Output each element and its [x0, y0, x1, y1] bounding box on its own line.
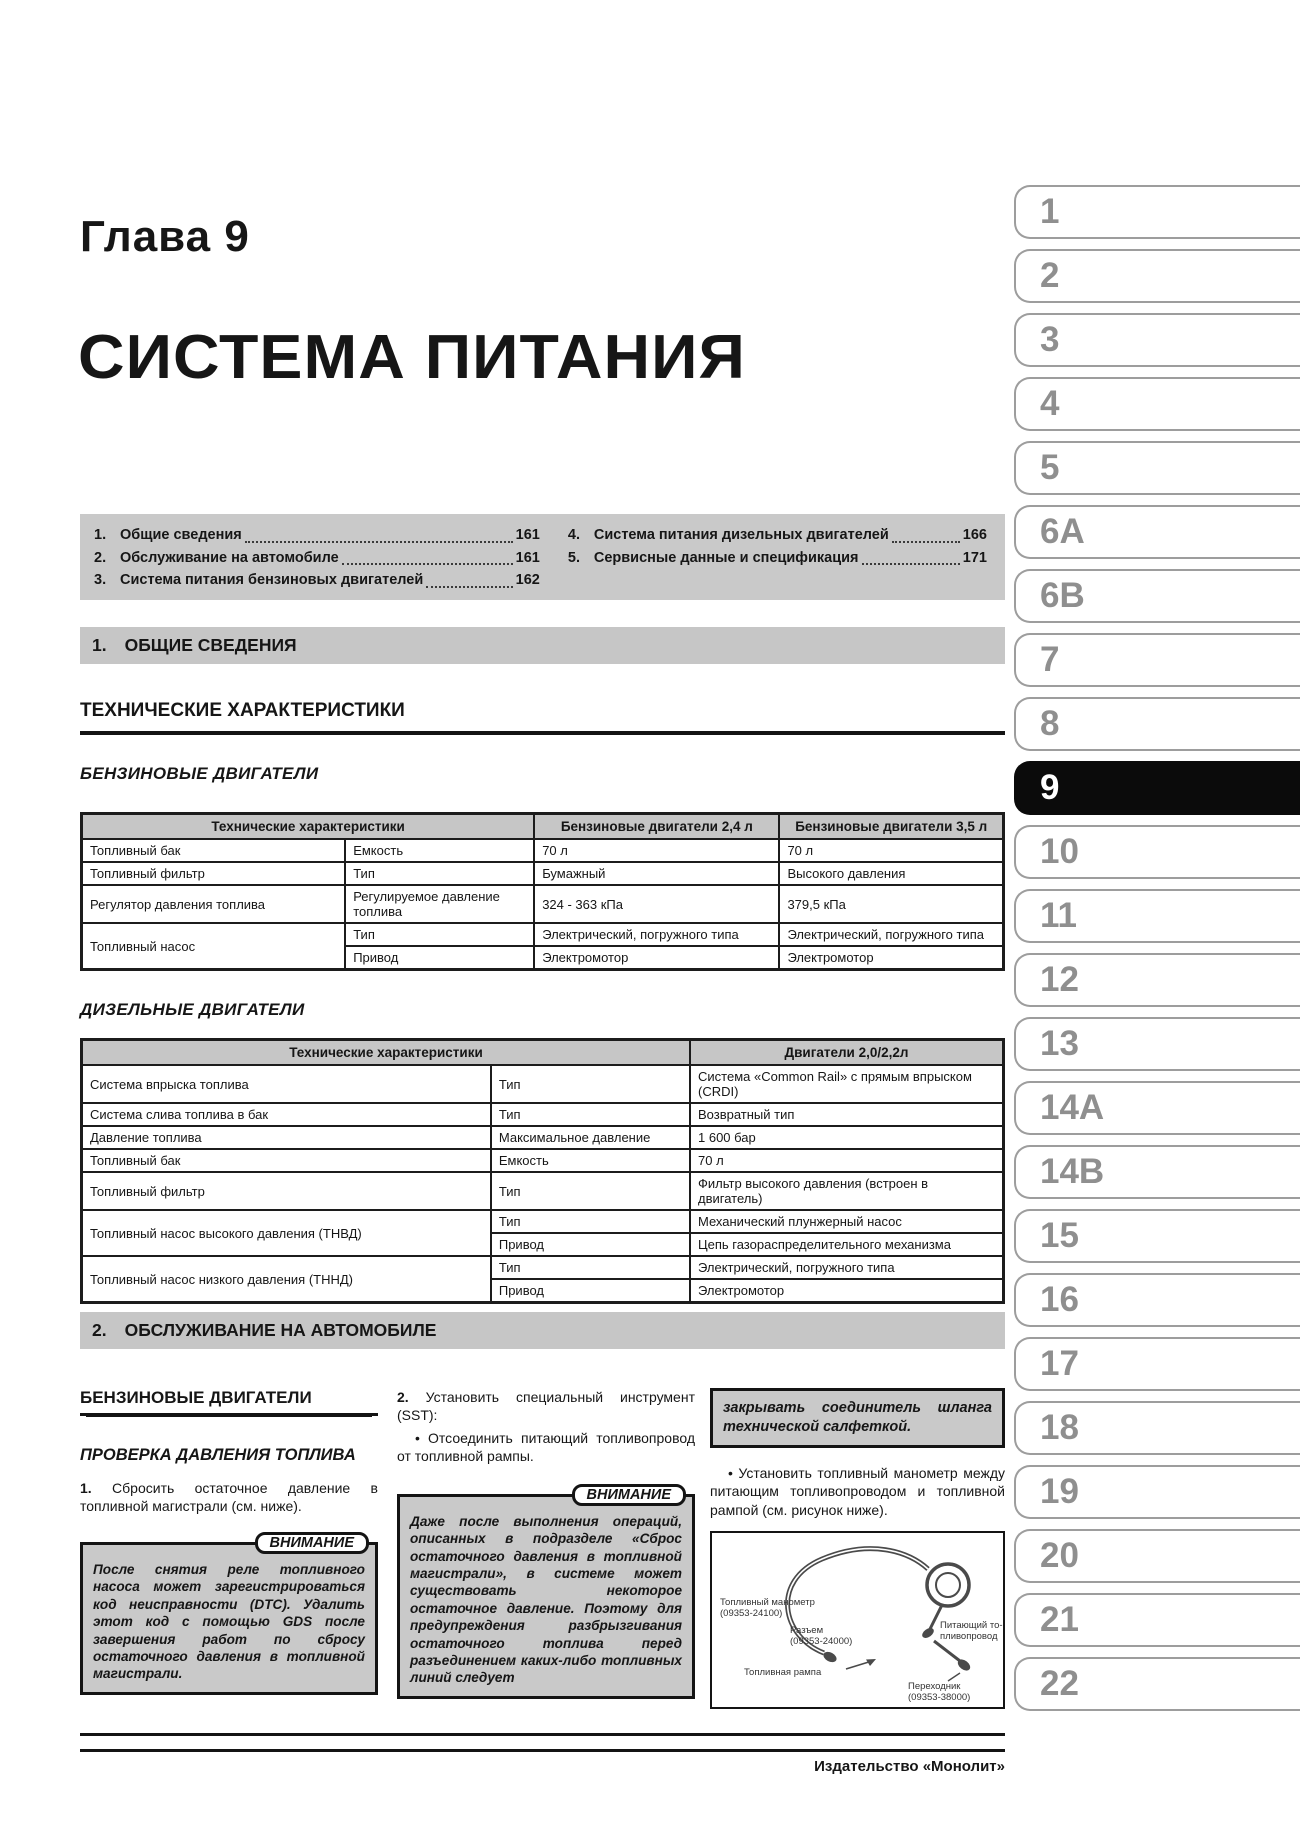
- cell-value: Электрический, погружного типа: [779, 923, 1003, 946]
- toc-item: [94, 526, 540, 546]
- cell-value: Электрический, погружного типа: [534, 923, 779, 946]
- chapter-tab-3: 3: [1014, 313, 1300, 367]
- figure-label-supply-line1: Питающий то-: [940, 1620, 1003, 1632]
- chapter-tab-6a: 6A: [1014, 505, 1300, 559]
- figure-label-rail: Топливная рампа: [744, 1667, 822, 1679]
- chapter-tab-17: 17: [1014, 1337, 1300, 1391]
- column-header: Бензиновые двигатели 2,4 л: [534, 814, 779, 840]
- toc-item-label: Обслуживание на автомобиле: [120, 549, 339, 566]
- cell-param: Топливный бак: [82, 839, 346, 862]
- toc-item-number: 5.: [567, 549, 580, 566]
- column-header: Технические характеристики: [82, 1040, 691, 1066]
- fuel-pressure-check-heading: ПРОВЕРКА ДАВЛЕНИЯ ТОПЛИВА: [80, 1446, 356, 1464]
- chapter-tab-10: 10: [1014, 825, 1300, 879]
- cell-value: Фильтр высокого давления (встроен в двигатель): [690, 1172, 1004, 1210]
- toc-item-label: Сервисные данные и спецификация: [593, 549, 859, 566]
- adapter-arrow: [948, 1673, 960, 1681]
- figure-label-adapter: Переходник: [908, 1681, 961, 1693]
- chapter-tab-1: 1: [1014, 185, 1300, 239]
- chapter-tab-19: 19: [1014, 1465, 1300, 1519]
- step-text: Установить специальный инструмент (SST):: [397, 1389, 695, 1424]
- cell-subparam: Максимальное давление: [491, 1126, 690, 1149]
- cell-value: 1 600 бар: [690, 1126, 1004, 1149]
- warning-continuation-box: закрывать соединитель шланга технической салфеткой.: [710, 1388, 1005, 1448]
- petrol-engines-heading: БЕНЗИНОВЫЕ ДВИГАТЕЛИ: [80, 764, 319, 783]
- chapter-tab-14b: 14B: [1014, 1145, 1300, 1199]
- toc-item: [568, 549, 987, 569]
- cell-subparam: Емкость: [345, 839, 534, 862]
- section-header-on-vehicle-service: [80, 1312, 1005, 1349]
- toc-item-label: Общие сведения: [120, 527, 242, 543]
- toc-leader-dots: [245, 541, 513, 543]
- chapter-tab-5: 5: [1014, 441, 1300, 495]
- table-row: [82, 1103, 1004, 1126]
- chapter-tab-21: 21: [1014, 1593, 1300, 1647]
- toc-item-number: 4.: [567, 527, 580, 543]
- chapter-tab-11: 11: [1014, 889, 1300, 943]
- cell-param: Топливный фильтр: [82, 1172, 491, 1210]
- toc-column-left: [94, 526, 540, 590]
- tech-specs-heading: ТЕХНИЧЕСКИЕ ХАРАКТЕРИСТИКИ: [80, 700, 1005, 735]
- table-row: [82, 885, 1004, 923]
- step-number: 1.: [80, 1480, 92, 1496]
- toc-leader-dots: [862, 563, 960, 565]
- cell-param: Топливный насос низкого давления (ТННД): [82, 1256, 491, 1303]
- cell-param: Топливный насос: [82, 923, 346, 970]
- toc-leader-dots: [426, 586, 512, 588]
- chapter-tab-8: 8: [1014, 697, 1300, 751]
- table-row: [82, 1210, 1004, 1233]
- toc-item-label: Система питания дизельных двигателей: [593, 527, 889, 543]
- toc-item-page: 161: [515, 527, 540, 543]
- toc-column-right: [568, 526, 987, 590]
- toc-leader-dots: [892, 541, 960, 543]
- bottom-rule-2: [80, 1749, 1005, 1752]
- figure-label-gauge-code: (09353-24100): [720, 1608, 783, 1620]
- adapter-line: [934, 1641, 960, 1661]
- toc-item: [94, 571, 540, 591]
- cell-subparam: Тип: [491, 1210, 690, 1233]
- chapter-tab-22: 22: [1014, 1657, 1300, 1711]
- chapter-tab-15: 15: [1014, 1209, 1300, 1263]
- toc-item: [94, 549, 540, 569]
- section-number: 2.: [92, 1320, 107, 1340]
- chapter-tab-4: 4: [1014, 377, 1300, 431]
- cell-value: Электромотор: [690, 1279, 1004, 1303]
- warning-label: ВНИМАНИЕ: [255, 1532, 370, 1554]
- petrol-engines-service-heading: БЕНЗИНОВЫЕ ДВИГАТЕЛИ: [80, 1388, 378, 1416]
- cell-param: Регулятор давления топлива: [82, 885, 346, 923]
- diesel-engines-heading: ДИЗЕЛЬНЫЕ ДВИГАТЕЛИ: [80, 1000, 305, 1019]
- fuel-gauge-diagram: [712, 1533, 1003, 1707]
- column-header: Двигатели 2,0/2,2л: [690, 1040, 1004, 1066]
- cell-value: Бумажный: [534, 862, 779, 885]
- step-paragraph: [397, 1388, 695, 1425]
- cell-subparam: Тип: [345, 923, 534, 946]
- chapter-tab-18: 18: [1014, 1401, 1300, 1455]
- cell-value: 70 л: [690, 1149, 1004, 1172]
- step-number: 2.: [397, 1389, 409, 1405]
- cell-value: Система «Common Rail» с прямым впрыском (CRDI): [690, 1065, 1004, 1103]
- cell-value: 70 л: [534, 839, 779, 862]
- cell-subparam: Тип: [491, 1172, 690, 1210]
- page-title: СИСТЕМА ПИТАНИЯ: [78, 323, 746, 392]
- section-number: 1.: [92, 635, 107, 655]
- cell-subparam: Тип: [491, 1256, 690, 1279]
- warning-box: [397, 1486, 695, 1699]
- table-header-row: [82, 1040, 1004, 1066]
- chapter-label: Глава 9: [80, 212, 250, 261]
- cell-value: Возвратный тип: [690, 1103, 1004, 1126]
- toc-item-number: 2.: [94, 549, 107, 566]
- section-header-general-info: [80, 627, 1005, 664]
- figure-label-connector-code: (09353-24000): [790, 1636, 853, 1648]
- figure-label-supply-line2: пливопровод: [940, 1631, 998, 1643]
- cell-value: Механический плунжерный насос: [690, 1210, 1004, 1233]
- cell-subparam: Привод: [491, 1279, 690, 1303]
- diesel-spec-table: [80, 1038, 1005, 1304]
- table-row: [82, 839, 1004, 862]
- chapter-tab-strip: [1014, 185, 1300, 1721]
- table-header-row: [82, 814, 1004, 840]
- toc-item-page: 166: [962, 527, 987, 543]
- table-row: [82, 1256, 1004, 1279]
- cell-value: 70 л: [779, 839, 1003, 862]
- chapter-tab-20: 20: [1014, 1529, 1300, 1583]
- bottom-rule-1: [80, 1733, 1005, 1736]
- toc-item-number: 1.: [94, 527, 107, 543]
- warning-text: Даже после выполнения операций, описанных в подразделе «Сброс остаточного давления в топливной магистрали», в системе может существовать некоторое остаточное давление. Поэтому для предупреждения разбрызгивания остаточного топлива перед разъединением каких-либо топливных линий следует: [410, 1513, 682, 1686]
- chapter-tab-6b: 6B: [1014, 569, 1300, 623]
- table-row: [82, 1149, 1004, 1172]
- cell-param: Система впрыска топлива: [82, 1065, 491, 1103]
- chapter-tab-7: 7: [1014, 633, 1300, 687]
- cell-param: Топливный бак: [82, 1149, 491, 1172]
- table-row: [82, 1065, 1004, 1103]
- table-row: [82, 862, 1004, 885]
- cell-value: Электромотор: [779, 946, 1003, 970]
- petrol-spec-table: [80, 812, 1005, 971]
- service-column-left: [80, 1388, 378, 1695]
- column-header: Технические характеристики: [82, 814, 535, 840]
- figure-label-adapter-code: (09353-38000): [908, 1692, 971, 1704]
- warning-text: После снятия реле топливного насоса может зарегистрироваться код неисправности (DTC). Удалить этот код с помощью GDS после завершения работ по сбросу остаточного давления в топливной магистрали.: [93, 1561, 365, 1682]
- chapter-tab-9-active: 9: [1014, 761, 1300, 815]
- bullet-item: • Установить топливный манометр между питающим топливопроводом и топливной рампой (см. рисунок ниже).: [710, 1464, 1005, 1518]
- table-of-contents: [80, 514, 1005, 600]
- cell-value: Цепь газораспределительного механизма: [690, 1233, 1004, 1256]
- section-title: ОБСЛУЖИВАНИЕ НА АВТОМОБИЛЕ: [124, 1320, 437, 1340]
- cell-subparam: Привод: [491, 1233, 690, 1256]
- cell-subparam: Тип: [491, 1103, 690, 1126]
- toc-item-page: 161: [515, 549, 540, 566]
- connector-fitting: [920, 1626, 935, 1640]
- service-column-middle: [397, 1388, 695, 1699]
- chapter-tab-16: 16: [1014, 1273, 1300, 1327]
- toc-item: [568, 526, 987, 546]
- cell-param: Система слива топлива в бак: [82, 1103, 491, 1126]
- cell-subparam: Тип: [491, 1065, 690, 1103]
- chapter-tab-14a: 14A: [1014, 1081, 1300, 1135]
- figure-label-gauge: Топливный манометр: [720, 1597, 815, 1609]
- cell-subparam: Емкость: [491, 1149, 690, 1172]
- warning-box: [80, 1534, 378, 1695]
- table-row: [82, 923, 1004, 946]
- cell-param: Топливный фильтр: [82, 862, 346, 885]
- section-title: ОБЩИЕ СВЕДЕНИЯ: [124, 635, 297, 655]
- toc-item-page: 162: [515, 572, 540, 589]
- pressure-gauge-icon: [927, 1564, 969, 1606]
- publisher-footer: Издательство «Монолит»: [814, 1758, 1005, 1775]
- fuel-gauge-figure: [710, 1531, 1005, 1709]
- cell-param: Давление топлива: [82, 1126, 491, 1149]
- toc-item-number: 3.: [94, 572, 107, 589]
- table-row: [82, 1172, 1004, 1210]
- chapter-tab-13: 13: [1014, 1017, 1300, 1071]
- toc-item-page: 171: [962, 549, 987, 566]
- cell-value: Электромотор: [534, 946, 779, 970]
- cell-value: 324 - 363 кПа: [534, 885, 779, 923]
- chapter-tab-2: 2: [1014, 249, 1300, 303]
- toc-item-label: Система питания бензиновых двигателей: [120, 572, 424, 589]
- figure-label-connector: Разъем: [790, 1625, 824, 1637]
- warning-label: ВНИМАНИЕ: [572, 1484, 687, 1506]
- column-header: Бензиновые двигатели 3,5 л: [779, 814, 1003, 840]
- step-text: Сбросить остаточное давление в топливной магистрали (см. ниже).: [80, 1480, 378, 1515]
- service-column-right: [710, 1388, 1005, 1709]
- toc-leader-dots: [342, 563, 513, 565]
- cell-subparam: Тип: [345, 862, 534, 885]
- cell-subparam: Регулируемое давление топлива: [345, 885, 534, 923]
- cell-value: 379,5 кПа: [779, 885, 1003, 923]
- chapter-tab-12: 12: [1014, 953, 1300, 1007]
- step-paragraph: [80, 1479, 378, 1516]
- cell-subparam: Привод: [345, 946, 534, 970]
- cell-value: Высокого давления: [779, 862, 1003, 885]
- cell-value: Электрический, погружного типа: [690, 1256, 1004, 1279]
- table-row: [82, 1126, 1004, 1149]
- bullet-item: • Отсоединить питающий топливопровод от топливной рампы.: [397, 1429, 695, 1465]
- cell-param: Топливный насос высокого давления (ТНВД): [82, 1210, 491, 1256]
